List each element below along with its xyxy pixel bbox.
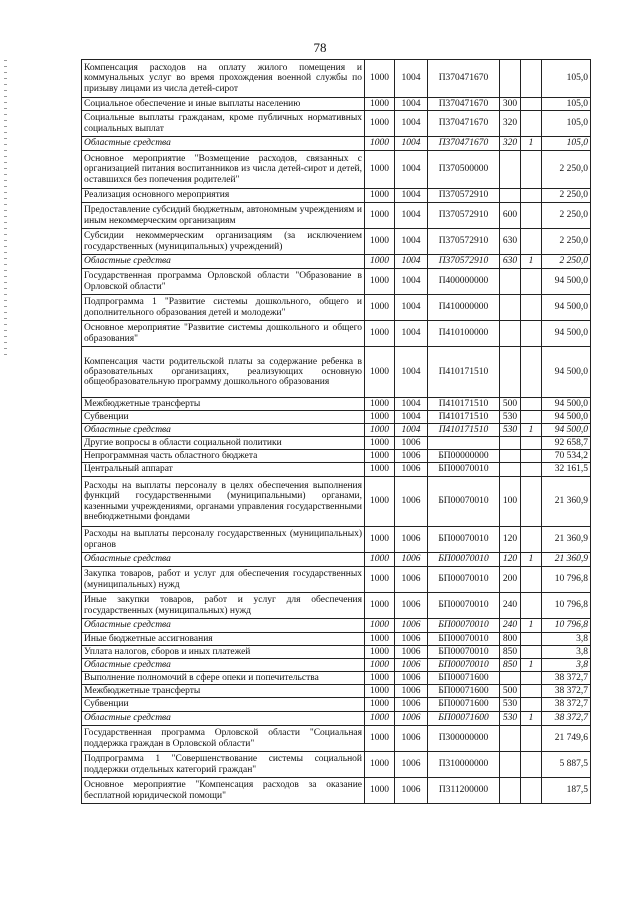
amount-cell: 38 372,7 — [542, 685, 591, 698]
section-code-cell: 1006 — [395, 463, 428, 477]
row-name-cell: Областные средства — [82, 137, 365, 151]
row-name-cell: Уплата налогов, сборов и иных платежей — [82, 646, 365, 659]
expense-type-cell — [500, 295, 521, 321]
table-row — [82, 398, 591, 411]
expense-type-cell: 200 — [500, 567, 521, 593]
row-name-cell: Иные бюджетные ассигнования — [82, 633, 365, 646]
amount-cell: 94 500,0 — [542, 269, 591, 295]
funding-source-cell — [521, 477, 542, 527]
funding-source-cell — [521, 698, 542, 712]
funding-source-cell — [521, 189, 542, 203]
table-row — [82, 712, 591, 726]
funding-source-cell: 1 — [521, 255, 542, 269]
ministry-code-cell: 1000 — [365, 726, 395, 752]
amount-cell: 3,8 — [542, 633, 591, 646]
row-name-cell: Основное мероприятие "Компенсация расходов за оказание бесплатной юридической помощи" — [82, 778, 365, 804]
expense-type-cell: 120 — [500, 553, 521, 567]
section-code-cell: 1004 — [395, 151, 428, 189]
table-row — [82, 269, 591, 295]
expense-type-cell: 500 — [500, 685, 521, 698]
ministry-code-cell: 1000 — [365, 698, 395, 712]
section-code-cell: 1004 — [395, 255, 428, 269]
section-code-cell: 1006 — [395, 633, 428, 646]
row-name-cell: Социальные выплаты гражданам, кроме публичных нормативных социальных выплат — [82, 111, 365, 137]
row-name-cell: Межбюджетные трансферты — [82, 685, 365, 698]
ministry-code-cell: 1000 — [365, 203, 395, 229]
table-row — [82, 685, 591, 698]
table-row — [82, 295, 591, 321]
ministry-code-cell: 1000 — [365, 672, 395, 685]
row-name-cell: Государственная программа Орловской области "Образование в Орловской области" — [82, 269, 365, 295]
expense-type-cell: 240 — [500, 593, 521, 619]
row-name-cell: Реализация основного мероприятия — [82, 189, 365, 203]
row-name-cell: Компенсация расходов на оплату жилого помещения и коммунальных услуг во время прохождения военной службы по призыву лицами из числа детей-сирот — [82, 60, 365, 98]
funding-source-cell — [521, 295, 542, 321]
table-row — [82, 633, 591, 646]
target-article-cell: БП00071600 — [428, 685, 500, 698]
row-name-cell: Компенсация части родительской платы за содержание ребенка в образовательных организациях, реализующих основную общеобразовательную программу дошкольного образования — [82, 347, 365, 398]
ministry-code-cell: 1000 — [365, 685, 395, 698]
table-row — [82, 347, 591, 398]
table-row — [82, 567, 591, 593]
section-code-cell: 1006 — [395, 712, 428, 726]
amount-cell: 94 500,0 — [542, 424, 591, 437]
ministry-code-cell: 1000 — [365, 347, 395, 398]
expense-type-cell — [500, 463, 521, 477]
amount-cell: 2 250,0 — [542, 255, 591, 269]
amount-cell: 10 796,8 — [542, 593, 591, 619]
section-code-cell: 1006 — [395, 646, 428, 659]
target-article-cell: БП00071600 — [428, 712, 500, 726]
row-name-cell: Закупка товаров, работ и услуг для обеспечения государственных (муниципальных) нужд — [82, 567, 365, 593]
expense-type-cell — [500, 151, 521, 189]
section-code-cell: 1004 — [395, 60, 428, 98]
funding-source-cell: 1 — [521, 424, 542, 437]
ministry-code-cell: 1000 — [365, 450, 395, 463]
ministry-code-cell: 1000 — [365, 60, 395, 98]
section-code-cell: 1004 — [395, 347, 428, 398]
amount-cell: 187,5 — [542, 778, 591, 804]
ministry-code-cell: 1000 — [365, 659, 395, 672]
table-row — [82, 646, 591, 659]
funding-source-cell — [521, 321, 542, 347]
amount-cell: 3,8 — [542, 659, 591, 672]
table-row — [82, 778, 591, 804]
section-code-cell: 1006 — [395, 450, 428, 463]
target-article-cell: БП00070010 — [428, 619, 500, 633]
ministry-code-cell: 1000 — [365, 463, 395, 477]
target-article-cell: П370471670 — [428, 60, 500, 98]
ministry-code-cell: 1000 — [365, 567, 395, 593]
expense-type-cell: 300 — [500, 98, 521, 111]
table-row — [82, 321, 591, 347]
table-row — [82, 463, 591, 477]
funding-source-cell — [521, 203, 542, 229]
expense-type-cell: 320 — [500, 137, 521, 151]
section-code-cell: 1004 — [395, 295, 428, 321]
amount-cell: 21 360,9 — [542, 527, 591, 553]
target-article-cell: П410171510 — [428, 398, 500, 411]
row-name-cell: Областные средства — [82, 553, 365, 567]
amount-cell: 94 500,0 — [542, 347, 591, 398]
expense-type-cell: 530 — [500, 712, 521, 726]
funding-source-cell — [521, 450, 542, 463]
table-row — [82, 553, 591, 567]
target-article-cell: П410171510 — [428, 347, 500, 398]
funding-source-cell — [521, 347, 542, 398]
amount-cell: 5 887,5 — [542, 752, 591, 778]
ministry-code-cell: 1000 — [365, 424, 395, 437]
expense-type-cell: 530 — [500, 424, 521, 437]
funding-source-cell: 1 — [521, 712, 542, 726]
table-row — [82, 437, 591, 450]
amount-cell: 38 372,7 — [542, 672, 591, 685]
section-code-cell: 1006 — [395, 685, 428, 698]
funding-source-cell — [521, 111, 542, 137]
row-name-cell: Субвенции — [82, 698, 365, 712]
expense-type-cell — [500, 60, 521, 98]
section-code-cell: 1006 — [395, 477, 428, 527]
section-code-cell: 1004 — [395, 111, 428, 137]
expense-type-cell: 850 — [500, 659, 521, 672]
ministry-code-cell: 1000 — [365, 477, 395, 527]
amount-cell: 94 500,0 — [542, 411, 591, 424]
expense-type-cell — [500, 778, 521, 804]
section-code-cell: 1004 — [395, 229, 428, 255]
expense-type-cell: 120 — [500, 527, 521, 553]
target-article-cell: БП00000000 — [428, 450, 500, 463]
ministry-code-cell: 1000 — [365, 151, 395, 189]
target-article-cell: П370572910 — [428, 255, 500, 269]
table-row — [82, 137, 591, 151]
amount-cell: 10 796,8 — [542, 567, 591, 593]
funding-source-cell: 1 — [521, 553, 542, 567]
row-name-cell: Социальное обеспечение и иные выплаты населению — [82, 98, 365, 111]
table-row — [82, 60, 591, 98]
row-name-cell: Субсидии некоммерческим организациям (за исключением государственных (муниципальных) учреждений) — [82, 229, 365, 255]
expense-type-cell: 850 — [500, 646, 521, 659]
funding-source-cell — [521, 633, 542, 646]
section-code-cell: 1006 — [395, 527, 428, 553]
expense-type-cell: 100 — [500, 477, 521, 527]
amount-cell: 21 360,9 — [542, 477, 591, 527]
table-row — [82, 698, 591, 712]
ministry-code-cell: 1000 — [365, 411, 395, 424]
row-name-cell: Иные закупки товаров, работ и услуг для обеспечения государственных (муниципальных) нужд — [82, 593, 365, 619]
funding-source-cell — [521, 151, 542, 189]
section-code-cell: 1006 — [395, 619, 428, 633]
expense-type-cell — [500, 189, 521, 203]
target-article-cell: П370572910 — [428, 189, 500, 203]
row-name-cell: Областные средства — [82, 619, 365, 633]
row-name-cell: Основное мероприятие "Возмещение расходов, связанных с организацией питания воспитанников из числа детей-сирот и детей, оставшихся без попечения родителей" — [82, 151, 365, 189]
amount-cell: 10 796,8 — [542, 619, 591, 633]
funding-source-cell — [521, 437, 542, 450]
expense-type-cell: 630 — [500, 255, 521, 269]
ministry-code-cell: 1000 — [365, 633, 395, 646]
target-article-cell: БП00070010 — [428, 567, 500, 593]
amount-cell: 92 658,7 — [542, 437, 591, 450]
section-code-cell: 1006 — [395, 726, 428, 752]
ministry-code-cell: 1000 — [365, 778, 395, 804]
target-article-cell: БП00070010 — [428, 463, 500, 477]
funding-source-cell — [521, 685, 542, 698]
ministry-code-cell: 1000 — [365, 189, 395, 203]
expense-type-cell: 500 — [500, 398, 521, 411]
amount-cell: 105,0 — [542, 137, 591, 151]
row-name-cell: Центральный аппарат — [82, 463, 365, 477]
amount-cell: 105,0 — [542, 60, 591, 98]
ministry-code-cell: 1000 — [365, 398, 395, 411]
table-row — [82, 111, 591, 137]
section-code-cell: 1004 — [395, 98, 428, 111]
target-article-cell: П410171510 — [428, 424, 500, 437]
target-article-cell: П410000000 — [428, 295, 500, 321]
amount-cell: 2 250,0 — [542, 151, 591, 189]
ministry-code-cell: 1000 — [365, 137, 395, 151]
target-article-cell: БП00071600 — [428, 672, 500, 685]
amount-cell: 94 500,0 — [542, 295, 591, 321]
section-code-cell: 1004 — [395, 411, 428, 424]
target-article-cell: БП00070010 — [428, 646, 500, 659]
expense-type-cell — [500, 726, 521, 752]
ministry-code-cell: 1000 — [365, 646, 395, 659]
funding-source-cell — [521, 646, 542, 659]
row-name-cell: Подпрограмма 1 "Развитие системы дошкольного, общего и дополнительного образования детей и молодежи" — [82, 295, 365, 321]
target-article-cell: П311200000 — [428, 778, 500, 804]
table-row — [82, 189, 591, 203]
table-row — [82, 151, 591, 189]
ministry-code-cell: 1000 — [365, 269, 395, 295]
table-row — [82, 619, 591, 633]
row-name-cell: Областные средства — [82, 424, 365, 437]
row-name-cell: Областные средства — [82, 712, 365, 726]
section-code-cell: 1006 — [395, 593, 428, 619]
amount-cell: 2 250,0 — [542, 189, 591, 203]
funding-source-cell: 1 — [521, 137, 542, 151]
table-row — [82, 255, 591, 269]
ministry-code-cell: 1000 — [365, 255, 395, 269]
section-code-cell: 1004 — [395, 269, 428, 295]
row-name-cell: Областные средства — [82, 659, 365, 672]
row-name-cell: Предоставление субсидий бюджетным, автономным учреждениям и иным некоммерческим организациям — [82, 203, 365, 229]
table-row — [82, 450, 591, 463]
amount-cell: 38 372,7 — [542, 698, 591, 712]
table-row — [82, 593, 591, 619]
target-article-cell: П310000000 — [428, 752, 500, 778]
expense-type-cell: 320 — [500, 111, 521, 137]
section-code-cell: 1006 — [395, 672, 428, 685]
amount-cell: 2 250,0 — [542, 203, 591, 229]
funding-source-cell — [521, 752, 542, 778]
row-name-cell: Межбюджетные трансферты — [82, 398, 365, 411]
section-code-cell: 1006 — [395, 752, 428, 778]
row-name-cell: Областные средства — [82, 255, 365, 269]
section-code-cell: 1006 — [395, 553, 428, 567]
target-article-cell: БП00070010 — [428, 593, 500, 619]
expense-type-cell — [500, 347, 521, 398]
table-row — [82, 411, 591, 424]
ministry-code-cell: 1000 — [365, 321, 395, 347]
table-row — [82, 203, 591, 229]
amount-cell: 38 372,7 — [542, 712, 591, 726]
section-code-cell: 1006 — [395, 698, 428, 712]
funding-source-cell: 1 — [521, 659, 542, 672]
table-row — [82, 672, 591, 685]
row-name-cell: Другие вопросы в области социальной политики — [82, 437, 365, 450]
ministry-code-cell: 1000 — [365, 111, 395, 137]
target-article-cell: П400000000 — [428, 269, 500, 295]
target-article-cell: П300000000 — [428, 726, 500, 752]
target-article-cell: П370500000 — [428, 151, 500, 189]
target-article-cell: П370471670 — [428, 98, 500, 111]
expense-type-cell — [500, 450, 521, 463]
ministry-code-cell: 1000 — [365, 553, 395, 567]
amount-cell: 94 500,0 — [542, 321, 591, 347]
target-article-cell: П370471670 — [428, 111, 500, 137]
table-row — [82, 477, 591, 527]
expense-type-cell — [500, 321, 521, 347]
funding-source-cell — [521, 593, 542, 619]
funding-source-cell — [521, 60, 542, 98]
section-code-cell: 1004 — [395, 137, 428, 151]
table-row — [82, 98, 591, 111]
amount-cell: 32 161,5 — [542, 463, 591, 477]
binding-edge-marks — [4, 60, 7, 360]
target-article-cell: П410171510 — [428, 411, 500, 424]
target-article-cell: П370572910 — [428, 203, 500, 229]
ministry-code-cell: 1000 — [365, 527, 395, 553]
funding-source-cell — [521, 398, 542, 411]
funding-source-cell: 1 — [521, 619, 542, 633]
table-row — [82, 527, 591, 553]
funding-source-cell — [521, 567, 542, 593]
table-row — [82, 752, 591, 778]
page-number: 78 — [313, 40, 327, 55]
target-article-cell: П410100000 — [428, 321, 500, 347]
section-code-cell: 1006 — [395, 659, 428, 672]
table-row — [82, 229, 591, 255]
target-article-cell: П370471670 — [428, 137, 500, 151]
ministry-code-cell: 1000 — [365, 437, 395, 450]
ministry-code-cell: 1000 — [365, 295, 395, 321]
amount-cell: 105,0 — [542, 111, 591, 137]
expense-type-cell: 530 — [500, 411, 521, 424]
target-article-cell: БП00070010 — [428, 527, 500, 553]
ministry-code-cell: 1000 — [365, 593, 395, 619]
table-row — [82, 424, 591, 437]
target-article-cell — [428, 437, 500, 450]
funding-source-cell — [521, 463, 542, 477]
ministry-code-cell: 1000 — [365, 712, 395, 726]
funding-source-cell — [521, 269, 542, 295]
expense-type-cell — [500, 437, 521, 450]
row-name-cell: Основное мероприятие "Развитие системы дошкольного и общего образования" — [82, 321, 365, 347]
section-code-cell: 1006 — [395, 437, 428, 450]
funding-source-cell — [521, 778, 542, 804]
amount-cell: 2 250,0 — [542, 229, 591, 255]
section-code-cell: 1004 — [395, 203, 428, 229]
row-name-cell: Подпрограмма 1 "Совершенствование системы социальной поддержки отдельных категорий граждан" — [82, 752, 365, 778]
row-name-cell: Расходы на выплаты персоналу в целях обеспечения выполнения функций государственными (муниципальными) органами, казенными учреждениями, органами управления государственными внебюджетными фондами — [82, 477, 365, 527]
expense-type-cell: 600 — [500, 203, 521, 229]
table-row — [82, 659, 591, 672]
expense-type-cell: 530 — [500, 698, 521, 712]
target-article-cell: П370572910 — [428, 229, 500, 255]
ministry-code-cell: 1000 — [365, 619, 395, 633]
funding-source-cell — [521, 672, 542, 685]
target-article-cell: БП00070010 — [428, 633, 500, 646]
row-name-cell: Непрограммная часть областного бюджета — [82, 450, 365, 463]
row-name-cell: Выполнение полномочий в сфере опеки и попечительства — [82, 672, 365, 685]
section-code-cell: 1004 — [395, 321, 428, 347]
budget-table — [81, 59, 591, 804]
row-name-cell: Субвенции — [82, 411, 365, 424]
amount-cell: 105,0 — [542, 98, 591, 111]
expense-type-cell: 630 — [500, 229, 521, 255]
table-row — [82, 726, 591, 752]
target-article-cell: БП00070010 — [428, 477, 500, 527]
funding-source-cell — [521, 229, 542, 255]
row-name-cell: Расходы на выплаты персоналу государственных (муниципальных) органов — [82, 527, 365, 553]
ministry-code-cell: 1000 — [365, 98, 395, 111]
funding-source-cell — [521, 726, 542, 752]
target-article-cell: БП00070010 — [428, 553, 500, 567]
amount-cell: 94 500,0 — [542, 398, 591, 411]
target-article-cell: БП00070010 — [428, 659, 500, 672]
budget-table-body — [82, 60, 591, 804]
expense-type-cell: 800 — [500, 633, 521, 646]
ministry-code-cell: 1000 — [365, 229, 395, 255]
expense-type-cell — [500, 269, 521, 295]
funding-source-cell — [521, 527, 542, 553]
expense-type-cell — [500, 752, 521, 778]
section-code-cell: 1006 — [395, 567, 428, 593]
section-code-cell: 1006 — [395, 778, 428, 804]
expense-type-cell — [500, 672, 521, 685]
target-article-cell: БП00071600 — [428, 698, 500, 712]
funding-source-cell — [521, 98, 542, 111]
ministry-code-cell: 1000 — [365, 752, 395, 778]
section-code-cell: 1004 — [395, 189, 428, 203]
amount-cell: 21 360,9 — [542, 553, 591, 567]
expense-type-cell: 240 — [500, 619, 521, 633]
funding-source-cell — [521, 411, 542, 424]
section-code-cell: 1004 — [395, 424, 428, 437]
section-code-cell: 1004 — [395, 398, 428, 411]
row-name-cell: Государственная программа Орловской области "Социальная поддержка граждан в Орловской области" — [82, 726, 365, 752]
amount-cell: 70 534,2 — [542, 450, 591, 463]
amount-cell: 3,8 — [542, 646, 591, 659]
amount-cell: 21 749,6 — [542, 726, 591, 752]
